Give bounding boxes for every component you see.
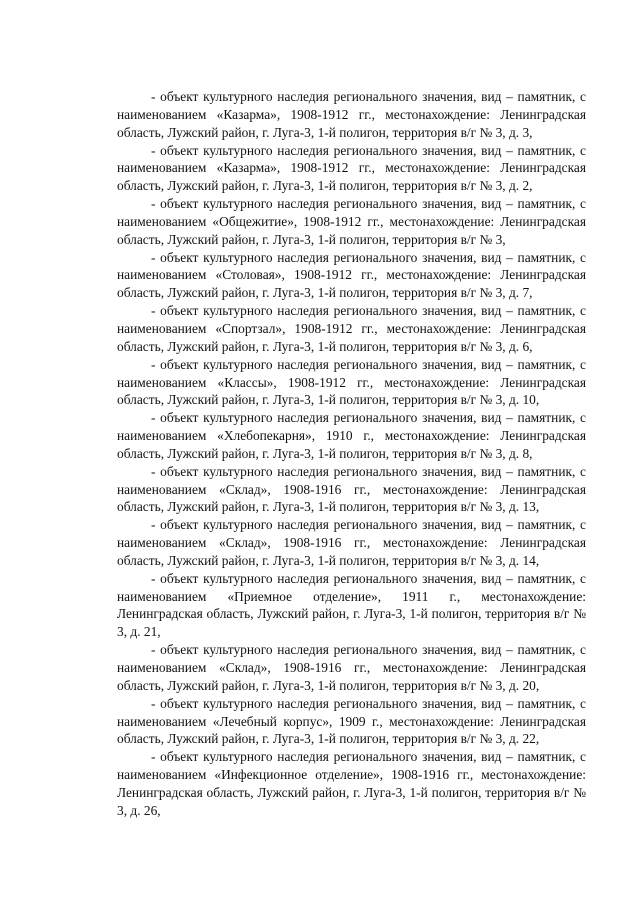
- list-item: - объект культурного наследия регионального значения, вид – памятник, с наименованием «Склад», 1908-1916 гг., местонахождение: Ленинградская область, Лужский район, г. Луга-3, 1-й полигон, территория в/г № 3, д. 20,: [117, 642, 586, 693]
- list-item: - объект культурного наследия регионального значения, вид – памятник, с наименованием «Инфекционное отделение», 1908-1916 гг., местонахождение: Ленинградская область, Лужский район, г. Луга-3, 1-й полигон, территория в/г № 3, д. 26,: [117, 749, 586, 818]
- list-item: - объект культурного наследия регионального значения, вид – памятник, с наименованием «Хлебопекарня», 1910 г., местонахождение: Ленинградская область, Лужский район, г. Луга-3, 1-й полигон, территория в/г № 3, д. 8,: [117, 410, 586, 461]
- list-item: - объект культурного наследия регионального значения, вид – памятник, с наименованием «Склад», 1908-1916 гг., местонахождение: Ленинградская область, Лужский район, г. Луга-3, 1-й полигон, территория в/г № 3, д. 14,: [117, 517, 586, 568]
- list-item: - объект культурного наследия регионального значения, вид – памятник, с наименованием «Казарма», 1908-1912 гг., местонахождение: Ленинградская область, Лужский район, г. Луга-3, 1-й полигон, территория в/г № 3, д. 2,: [117, 142, 586, 194]
- monument-list: [117, 88, 586, 820]
- list-item: - объект культурного наследия регионального значения, вид – памятник, с наименованием «Классы», 1908-1912 гг., местонахождение: Ленинградская область, Лужский район, г. Луга-3, 1-й полигон, территория в/г № 3, д. 10,: [117, 356, 586, 408]
- list-item: - объект культурного наследия регионального значения, вид – памятник, с наименованием «Лечебный корпус», 1909 г., местонахождение: Ленинградская область, Лужский район, г. Луга-3, 1-й полигон, территория в/г № 3, д. 22,: [117, 695, 586, 747]
- list-item: - объект культурного наследия регионального значения, вид – памятник, с наименованием «Казарма», 1908-1912 гг., местонахождение: Ленинградская область, Лужский район, г. Луга-3, 1-й полигон, территория в/г № 3, д. 3,: [117, 89, 586, 140]
- list-item: - объект культурного наследия регионального значения, вид – памятник, с наименованием «Приемное отделение», 1911 г., местонахождение: Ленинградская область, Лужский район, г. Луга-3, 1-й полигон, территория в/г № 3, д. 21,: [117, 570, 586, 640]
- list-item: - объект культурного наследия регионального значения, вид – памятник, с наименованием «Общежитие», 1908-1912 гг., местонахождение: Ленинградская область, Лужский район, г. Луга-3, 1-й полигон, территория в/г № 3,: [117, 196, 586, 247]
- list-item: - объект культурного наследия регионального значения, вид – памятник, с наименованием «Столовая», 1908-1912 гг., местонахождение: Ленинградская область, Лужский район, г. Луга-3, 1-й полигон, территория в/г № 3, д. 7,: [117, 249, 586, 301]
- list-item: - объект культурного наследия регионального значения, вид – памятник, с наименованием «Склад», 1908-1916 гг., местонахождение: Ленинградская область, Лужский район, г. Луга-3, 1-й полигон, территория в/г № 3, д. 13,: [117, 463, 586, 515]
- list-item: - объект культурного наследия регионального значения, вид – памятник, с наименованием «Спортзал», 1908-1912 гг., местонахождение: Ленинградская область, Лужский район, г. Луга-3, 1-й полигон, территория в/г № 3, д. 6,: [117, 303, 586, 354]
